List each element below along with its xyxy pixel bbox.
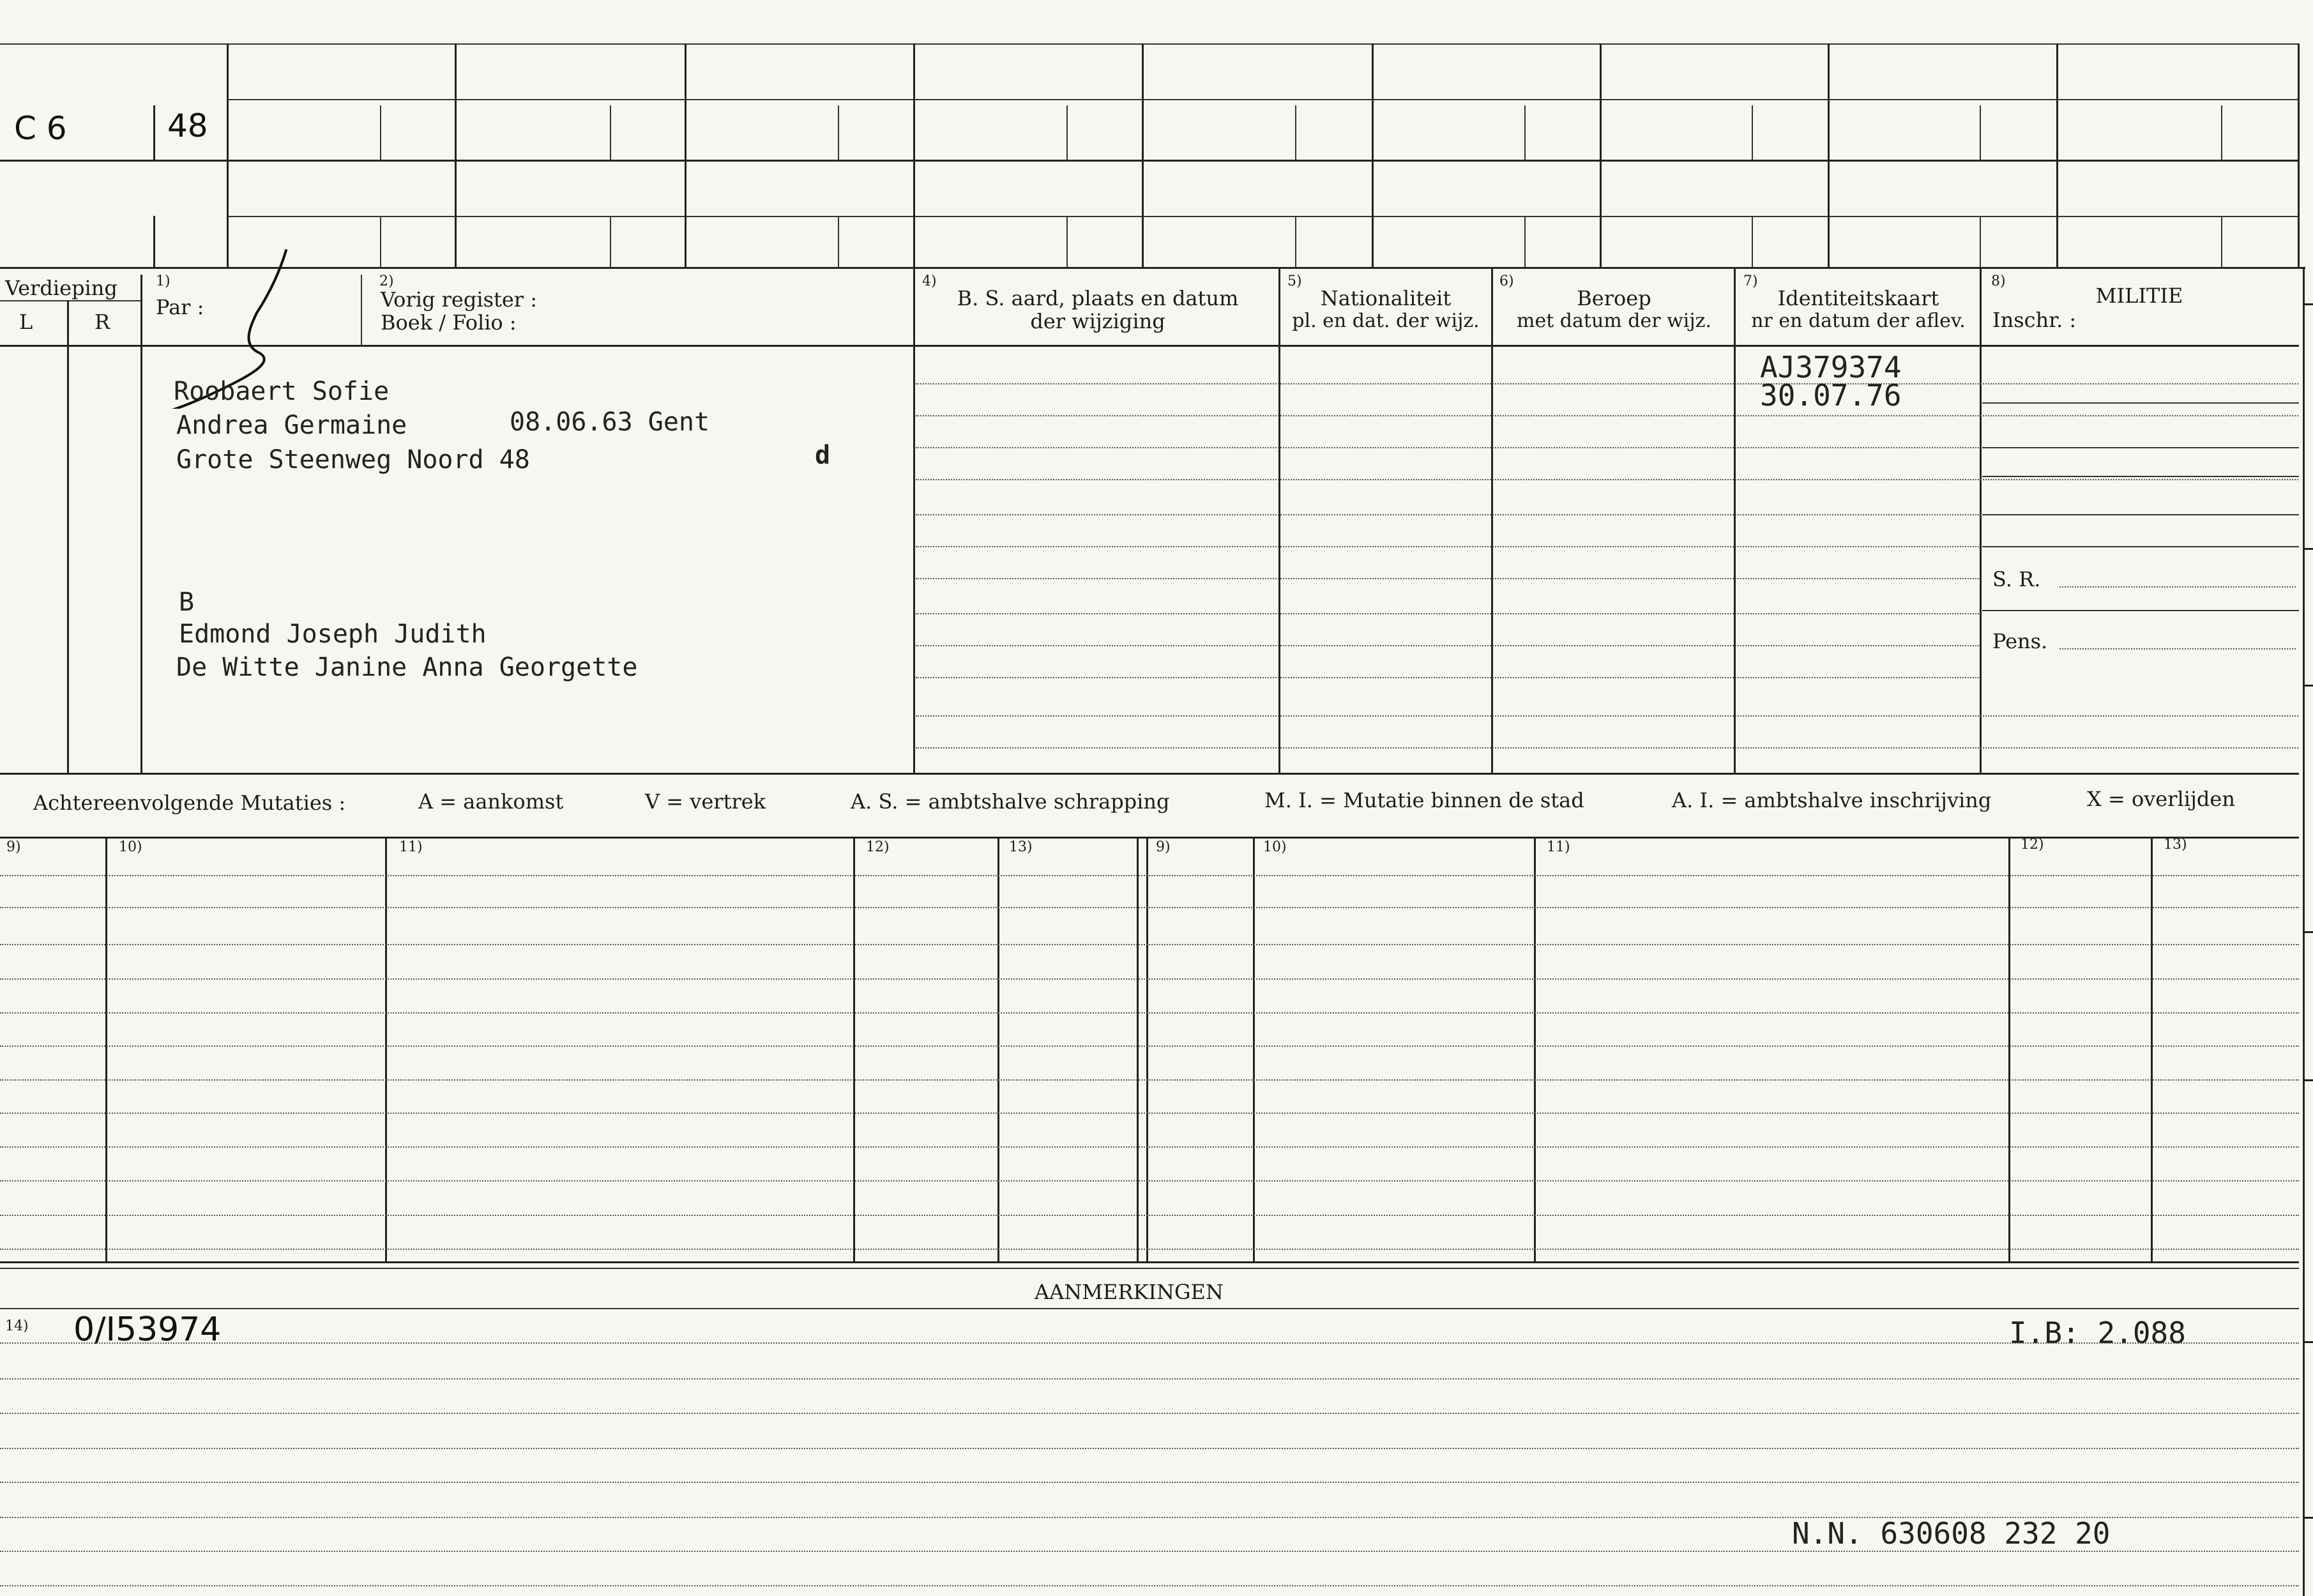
person-address: Grote Steenweg Noord 48 bbox=[176, 445, 530, 475]
id-card-date: 30.07.76 bbox=[1760, 378, 1902, 413]
legend-schrapping: A. S. = ambtshalve schrapping bbox=[851, 789, 1170, 814]
col-right-10: 10) bbox=[1263, 839, 1287, 855]
beroep-header-line1: Beroep bbox=[1577, 286, 1651, 310]
col-left-11: 11) bbox=[399, 839, 423, 855]
nationaliteit-header-line2: pl. en dat. der wijz. bbox=[1292, 310, 1480, 332]
legend-inschrijving: A. I. = ambtshalve inschrijving bbox=[1672, 788, 1992, 812]
person-category: B bbox=[179, 588, 195, 617]
vorig-number: 2) bbox=[379, 273, 394, 289]
mutaties-title: Achtereenvolgende Mutaties : bbox=[33, 791, 346, 815]
aanmerkingen-title: AANMERKINGEN bbox=[1035, 1280, 1224, 1304]
par-number: 1) bbox=[156, 273, 171, 289]
col-left-10: 10) bbox=[119, 839, 142, 855]
person-name: Roobaert Sofie bbox=[174, 377, 390, 406]
aanmerkingen-ref: 0/I53974 bbox=[73, 1311, 222, 1349]
verdieping-right: R bbox=[95, 310, 110, 334]
id-card-number: AJ379374 bbox=[1760, 350, 1902, 384]
col-right-9: 9) bbox=[1156, 839, 1171, 855]
col-right-13: 13) bbox=[2164, 837, 2187, 853]
register-code: C 6 bbox=[14, 110, 67, 147]
militie-inschr-label: Inschr. : bbox=[1992, 308, 2077, 332]
father-names: Edmond Joseph Judith bbox=[179, 619, 487, 649]
identiteit-header-line2: nr en datum der aflev. bbox=[1751, 310, 1966, 332]
vorig-register-label: Vorig register : bbox=[381, 287, 538, 312]
legend-aankomst: A = aankomst bbox=[418, 789, 564, 814]
nationaliteit-header-line1: Nationaliteit bbox=[1320, 286, 1452, 310]
boek-folio-label: Boek / Folio : bbox=[381, 310, 517, 335]
aanmerkingen-number: 14) bbox=[5, 1318, 29, 1334]
person-birth: 08.06.63 Gent bbox=[510, 407, 710, 437]
militie-sr-label: S. R. bbox=[1992, 567, 2041, 591]
legend-overlijden: X = overlijden bbox=[2087, 787, 2235, 811]
identiteit-number: 7) bbox=[1743, 273, 1758, 289]
nationaliteit-number: 5) bbox=[1287, 273, 1302, 289]
militie-number: 8) bbox=[1991, 273, 2006, 289]
militie-title: MILITIE bbox=[2095, 284, 2183, 308]
beroep-header-line2: met datum der wijz. bbox=[1517, 310, 1711, 332]
legend-vertrek: V = vertrek bbox=[645, 789, 766, 814]
register-number: 48 bbox=[167, 107, 208, 144]
col-right-12: 12) bbox=[2021, 837, 2044, 853]
beroep-number: 6) bbox=[1499, 273, 1514, 289]
aanmerkingen-ib: I.B: 2.088 bbox=[2009, 1316, 2186, 1350]
par-label: Par : bbox=[156, 295, 204, 319]
col-right-11: 11) bbox=[1547, 839, 1570, 855]
identiteit-header-line1: Identiteitskaart bbox=[1777, 286, 1939, 310]
bs-header-line1: B. S. aard, plaats en datum bbox=[957, 286, 1239, 310]
verdieping-left: L bbox=[19, 310, 33, 334]
col-left-9: 9) bbox=[6, 839, 21, 855]
militie-pens-label: Pens. bbox=[1992, 629, 2048, 653]
person-first-names: Andrea Germaine bbox=[176, 411, 407, 440]
legend-mutatie: M. I. = Mutatie binnen de stad bbox=[1264, 788, 1584, 812]
aanmerkingen-nn: N.N. 630608 232 20 bbox=[1792, 1516, 2111, 1551]
bs-header-line2: der wijziging bbox=[1030, 309, 1165, 333]
mother-names: De Witte Janine Anna Georgette bbox=[176, 653, 638, 682]
verdieping-title: Verdieping bbox=[5, 276, 118, 300]
person-marker: d bbox=[815, 441, 831, 470]
col-left-12: 12) bbox=[866, 839, 890, 855]
bs-number: 4) bbox=[922, 273, 937, 289]
col-left-13: 13) bbox=[1009, 839, 1033, 855]
